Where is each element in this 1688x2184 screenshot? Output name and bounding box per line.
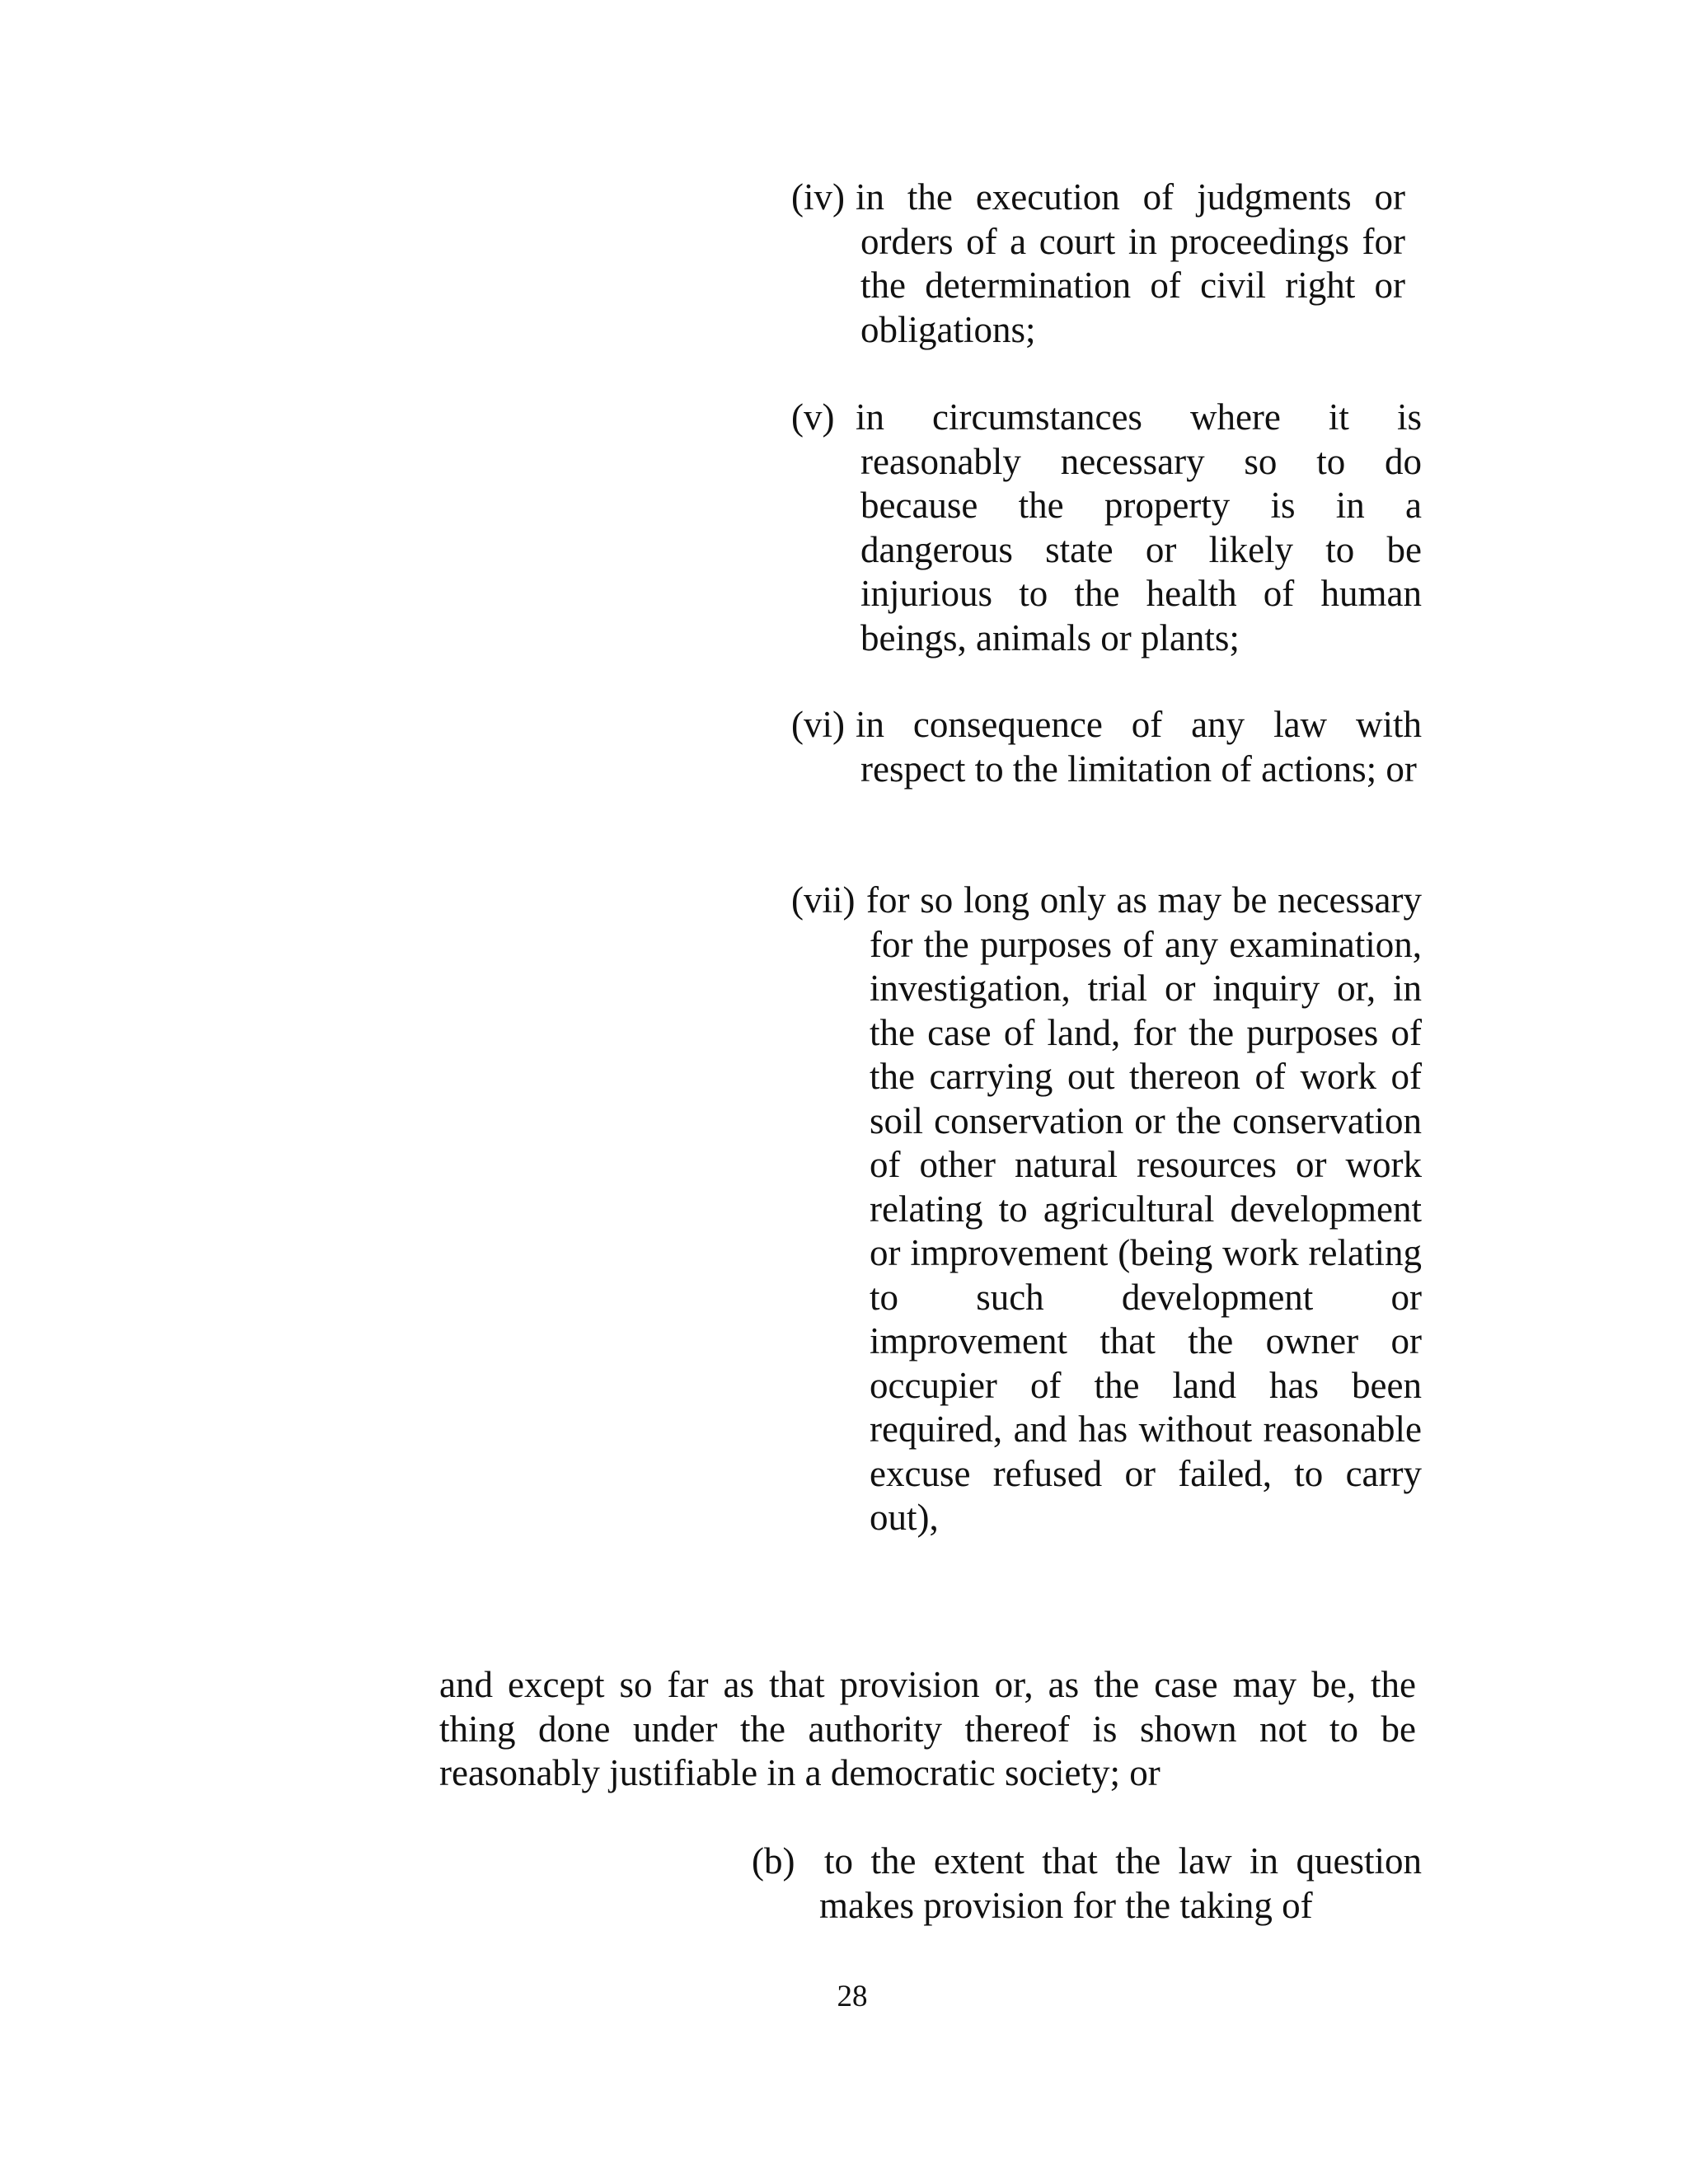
clause-vi [791,703,1422,791]
clause-text: in the execution of judgments or orders of a court in proceedings for the determination of civil right or obligations; [856,176,1405,350]
page-number: 28 [837,1980,868,2013]
clause-label: (v) [791,396,835,438]
clause-text: to the extent that the law in question makes provision for the taking of [819,1840,1422,1926]
clause-label: (iv) [791,176,845,218]
clause-v [791,396,1422,660]
clause-iv [791,176,1405,352]
closing-paragraph: and except so far as that provision or, as the case may be, the thing done under the authority thereof is shown not to be reasonably justifiable in a democratic society; or [439,1664,1416,1793]
clause-text: for so long only as may be necessary for the purposes of any examination, investigation, trial or inquiry or, in the case of land, for the purposes of the carrying out thereon of work of soil conservation or the conservation of other natural resources or work relating to agricultural development or improvement (being work relating to such development or improvement that the owner or occupier of the land has been required, and has without reasonable excuse refused or failed, to carry out), [866,879,1422,1538]
clause-vii [791,879,1422,1540]
clause-text: in circumstances where it is reasonably necessary so to do because the property is in a dangerous state or likely to be injurious to the health of human beings, animals or plants; [856,396,1422,658]
clause-label: (vii) [791,879,856,921]
clause-label: (b) [752,1840,795,1882]
clause-text: in consequence of any law with respect to the limitation of actions; or [856,704,1422,790]
clause-b [752,1840,1422,1928]
clause-label: (vi) [791,704,845,745]
